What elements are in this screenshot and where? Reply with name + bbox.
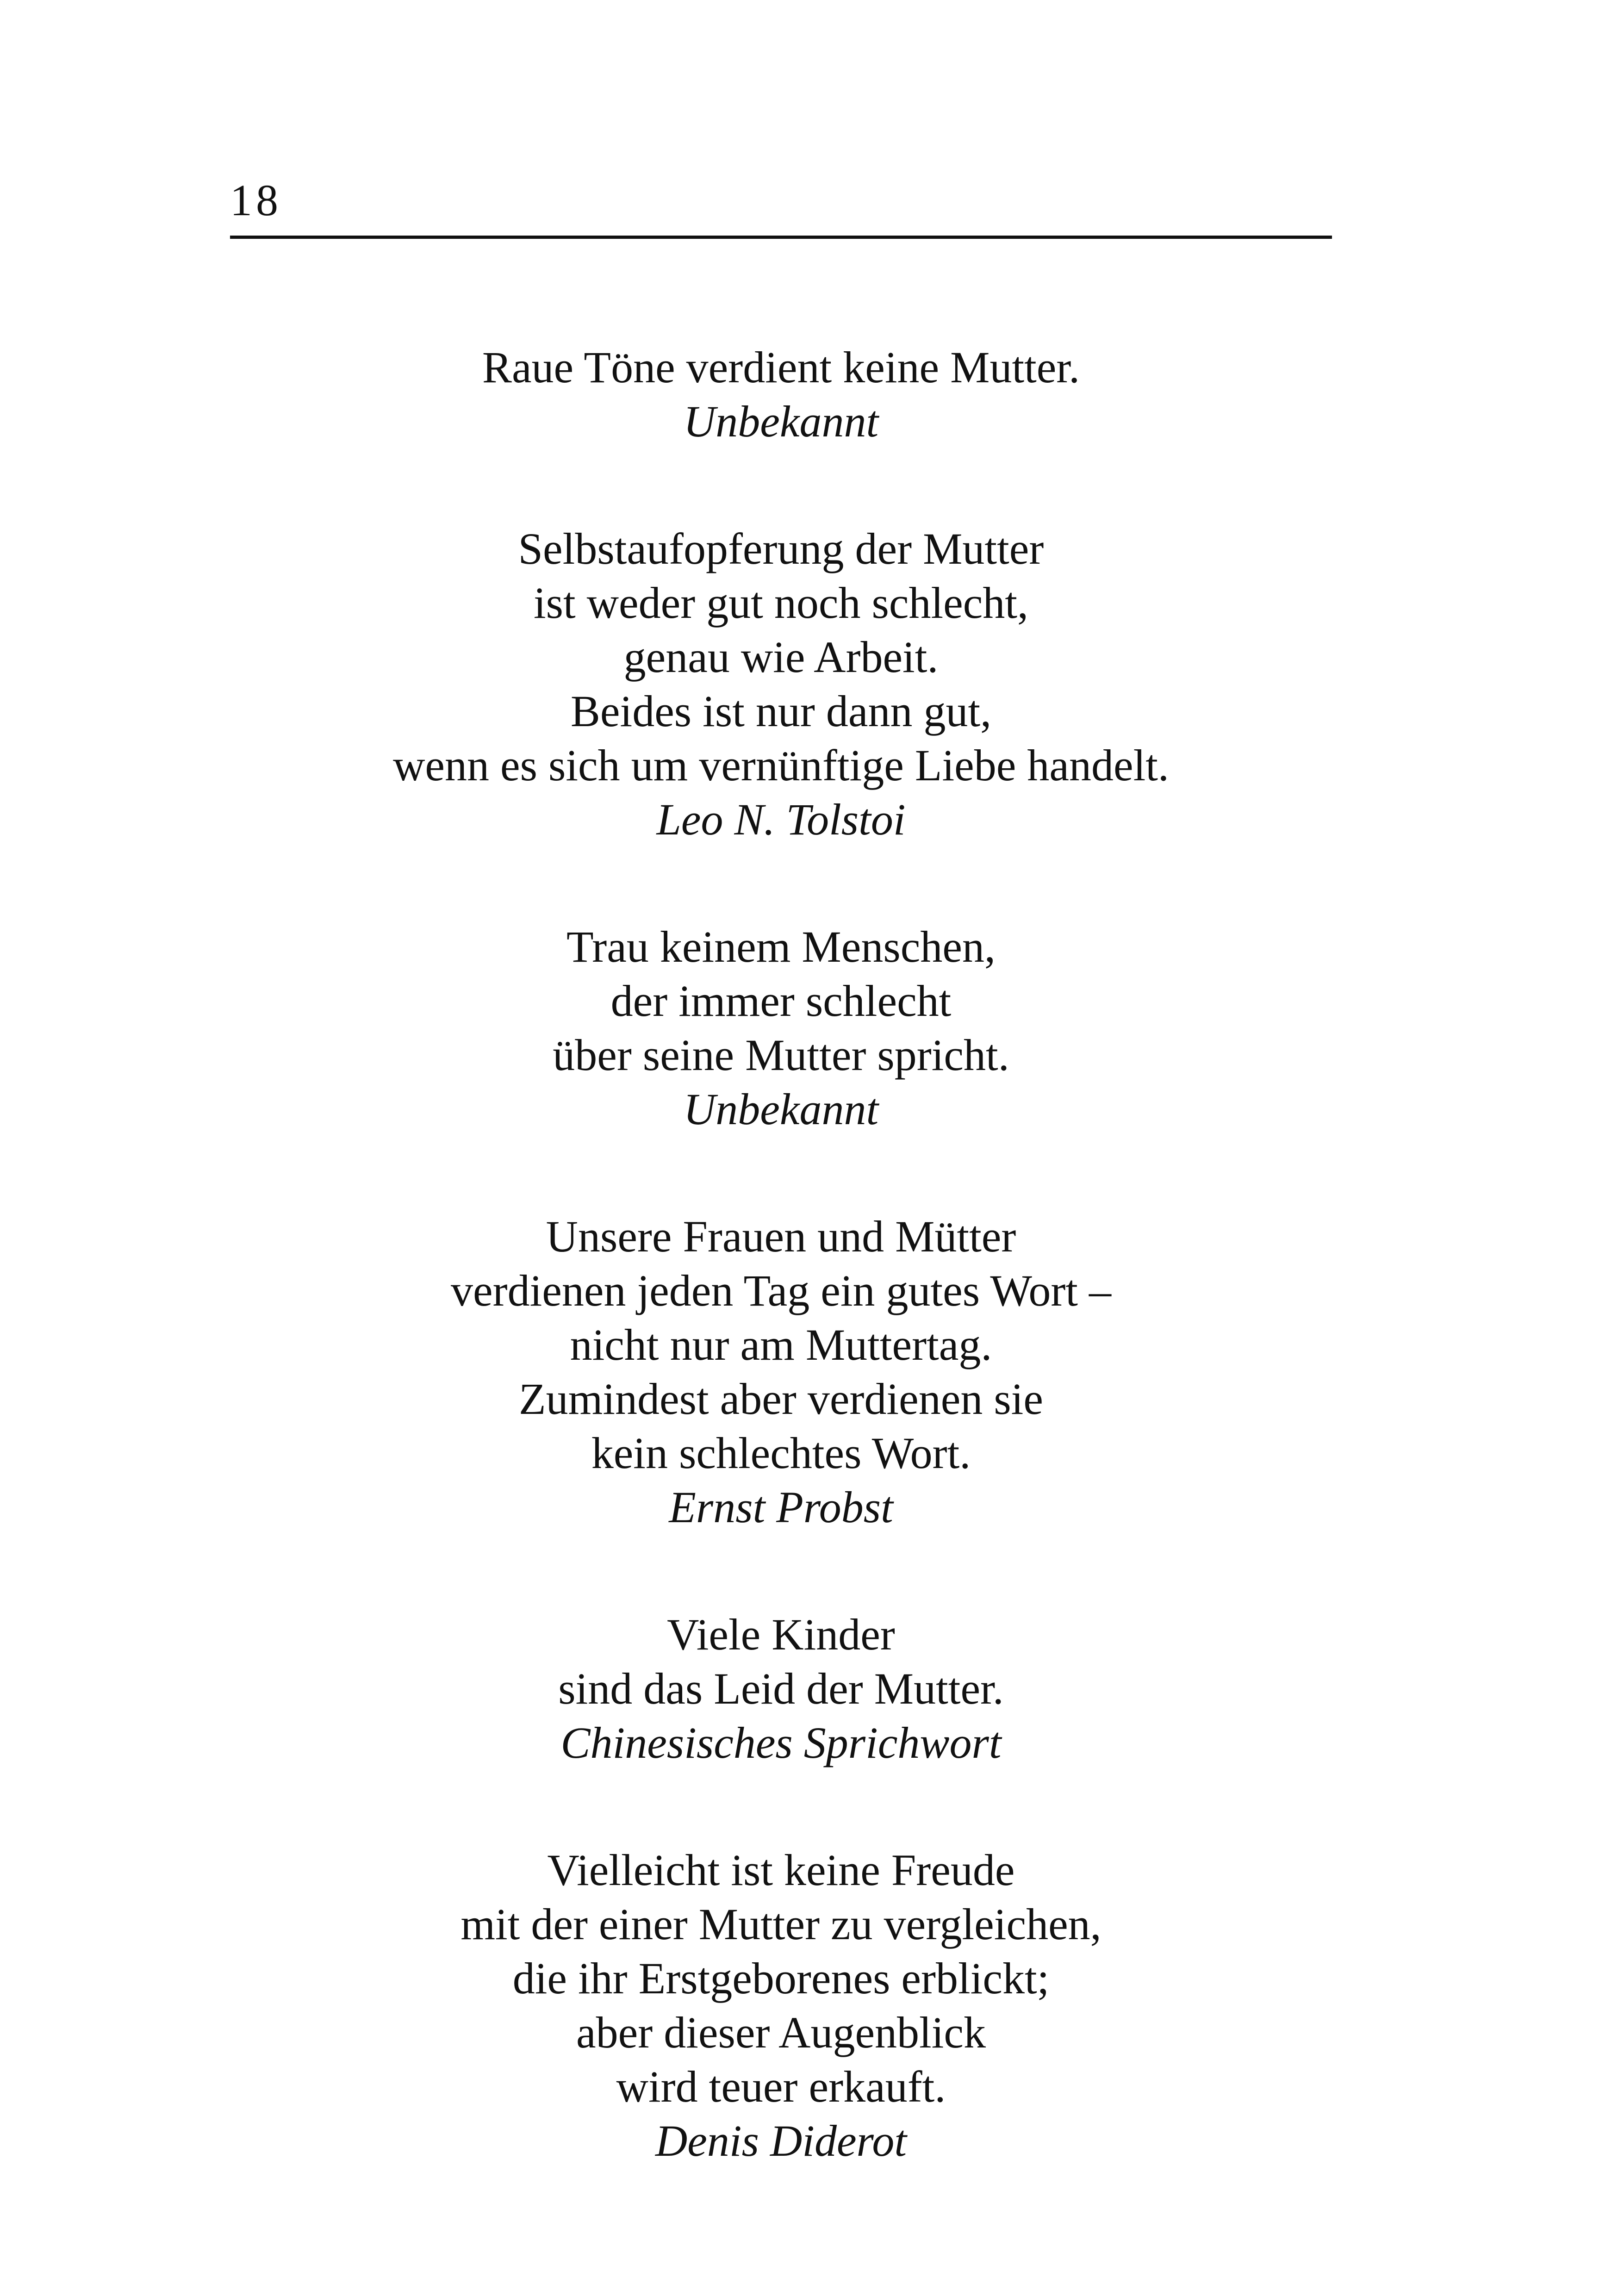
quote-line: sind das Leid der Mutter. <box>558 1664 1004 1713</box>
quote-block <box>230 1607 1332 1770</box>
quote-line: Zumindest aber verdienen sie <box>519 1374 1043 1424</box>
header-rule <box>230 236 1332 239</box>
quote-line: Unsere Frauen und Mütter <box>546 1212 1016 1261</box>
quote-line: Raue Töne verdient keine Mutter. <box>482 342 1080 392</box>
quote-line: ist weder gut noch schlecht, <box>533 578 1029 628</box>
quote-line: über seine Mutter spricht. <box>553 1030 1009 1080</box>
quote-list <box>230 340 1332 2241</box>
quote-author: Unbekannt <box>683 397 879 446</box>
quote-author: Unbekannt <box>683 1084 879 1134</box>
quote-block <box>230 920 1332 1136</box>
quote-line: die ihr Erstgeborenes erblickt; <box>512 1954 1050 2003</box>
quote-block <box>230 522 1332 846</box>
quote-line: genau wie Arbeit. <box>623 632 939 682</box>
quote-line: Beides ist nur dann gut, <box>570 686 992 736</box>
quote-line: Vielleicht ist keine Freude <box>547 1845 1015 1895</box>
quote-author: Chinesisches Sprichwort <box>560 1718 1002 1767</box>
page-number: 18 <box>230 175 282 225</box>
quote-line: Trau keinem Menschen, <box>566 922 996 971</box>
quote-line: wird teuer erkauft. <box>616 2062 946 2111</box>
quote-line: Selbstaufopferung der Mutter <box>518 524 1044 573</box>
quote-line: nicht nur am Muttertag. <box>570 1320 992 1369</box>
quote-line: kein schlechtes Wort. <box>591 1428 971 1478</box>
quote-block <box>230 340 1332 448</box>
quote-line: der immer schlecht <box>610 976 952 1026</box>
quote-line: Viele Kinder <box>667 1610 895 1659</box>
quote-line: mit der einer Mutter zu vergleichen, <box>461 1899 1101 1949</box>
quote-author: Leo N. Tolstoi <box>656 795 906 844</box>
quote-line: aber dieser Augenblick <box>576 2008 986 2057</box>
quote-line: verdienen jeden Tag ein gutes Wort – <box>451 1266 1111 1315</box>
quote-line: wenn es sich um vernünftige Liebe handelt. <box>393 740 1169 790</box>
quote-author: Denis Diderot <box>655 2116 907 2165</box>
quote-block <box>230 1843 1332 2168</box>
quote-block <box>230 1209 1332 1534</box>
quote-author: Ernst Probst <box>669 1482 893 1532</box>
